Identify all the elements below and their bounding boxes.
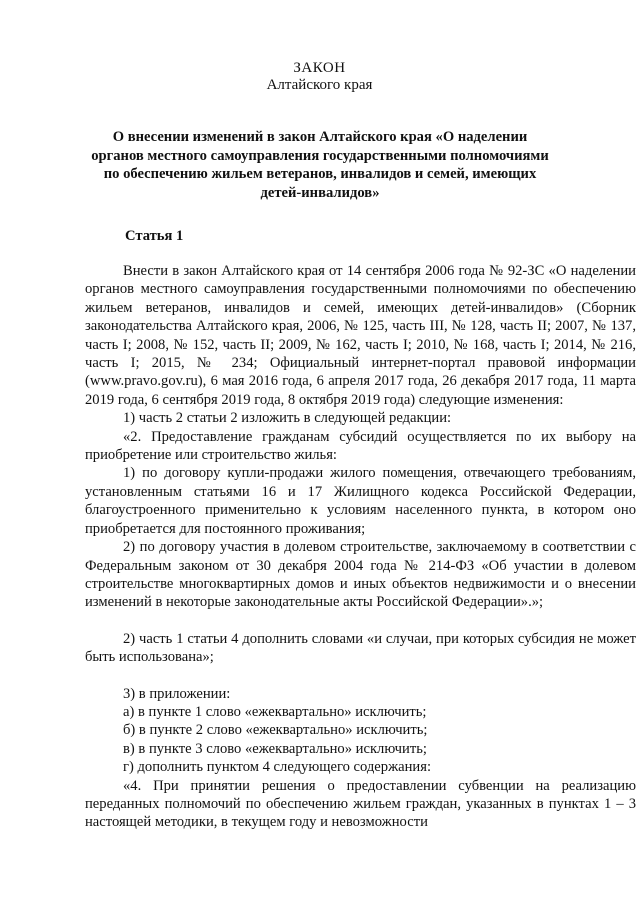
law-title: О внесении изменений в закон Алтайского края «О наделении органов местного самоуправления государственными полномочиями по обеспечению жильем ветеранов, инвалидов и семей, имеющих детей-инвалидов» xyxy=(91,129,549,201)
paragraph-item-3: 3) в приложении: xyxy=(123,685,231,702)
paragraph-subitem-a: а) в пункте 1 слово «ежеквартально» исключить; xyxy=(123,703,427,720)
region-heading: Алтайского края xyxy=(266,77,373,93)
paragraph-quote-2: «2. Предоставление гражданам субсидий осуществляется по их выбору на приобретение или строительство жилья: xyxy=(85,428,636,464)
paragraph-item-2: 2) часть 1 статьи 4 дополнить словами «и случаи, при которых субсидия не может быть использована»; xyxy=(85,630,636,666)
paragraph-subitem-g: г) дополнить пунктом 4 следующего содержания: xyxy=(123,759,432,776)
paragraph-subitem-b: б) в пункте 2 слово «ежеквартально» исключить; xyxy=(123,722,428,739)
paragraph-quote-4: «4. При принятии решения о предоставлении субвенции на реализацию переданных полномочий по обеспечению жильем граждан, указанных в пунктах 1 – 3 настоящей методики, в текущем году и невозможности xyxy=(85,777,636,831)
paragraph-item-1: 1) часть 2 статьи 2 изложить в следующей редакции: xyxy=(123,410,452,427)
paragraph-subitem-v: в) в пункте 3 слово «ежеквартально» исключить; xyxy=(123,740,427,757)
paragraph-subitem-2: 2) по договору участия в долевом строительстве, заключаемому в соответствии с Федеральным законом от 30 декабря 2004 года № 214-ФЗ «Об участии в долевом строительстве многоквартирных домов и иных объектов недвижимости и о внесении изменений в некоторые законодательные акты Российской Федерации».»; xyxy=(85,539,636,611)
doc-type-heading: ЗАКОН xyxy=(293,60,346,76)
document-body xyxy=(85,262,636,832)
paragraph-intro: Внести в закон Алтайского края от 14 сентября 2006 года № 92-ЗС «О наделении органов местного самоуправления государственными полномочиями по обеспечению жильем ветеранов, инвалидов и семей, имеющих детей-инвалидов» (Сборник законодательства Алтайского края, 2006, № 125, часть III, № 128, часть II; 2007, № 137, часть I; 2008, № 152, часть II; 2009, № 162, часть I; 2010, № 168, часть I; 2014, № 216, часть I; 2015, № 234; Официальный интернет-портал правовой информации (www.pravo.gov.ru), 6 мая 2016 года, 6 апреля 2017 года, 26 декабря 2017 года, 11 марта 2019 года, 6 сентября 2019 года, 8 октября 2019 года) следующие изменения: xyxy=(85,263,636,408)
paragraph-subitem-1: 1) по договору купли-продажи жилого помещения, отвечающего требованиям, установленным статьями 16 и 17 Жилищного кодекса Российской Федерации, благоустроенного применительно к условиям населенного пункта, в котором оно приобретается для постоянного проживания; xyxy=(85,465,636,537)
article-heading: Статья 1 xyxy=(125,228,184,244)
